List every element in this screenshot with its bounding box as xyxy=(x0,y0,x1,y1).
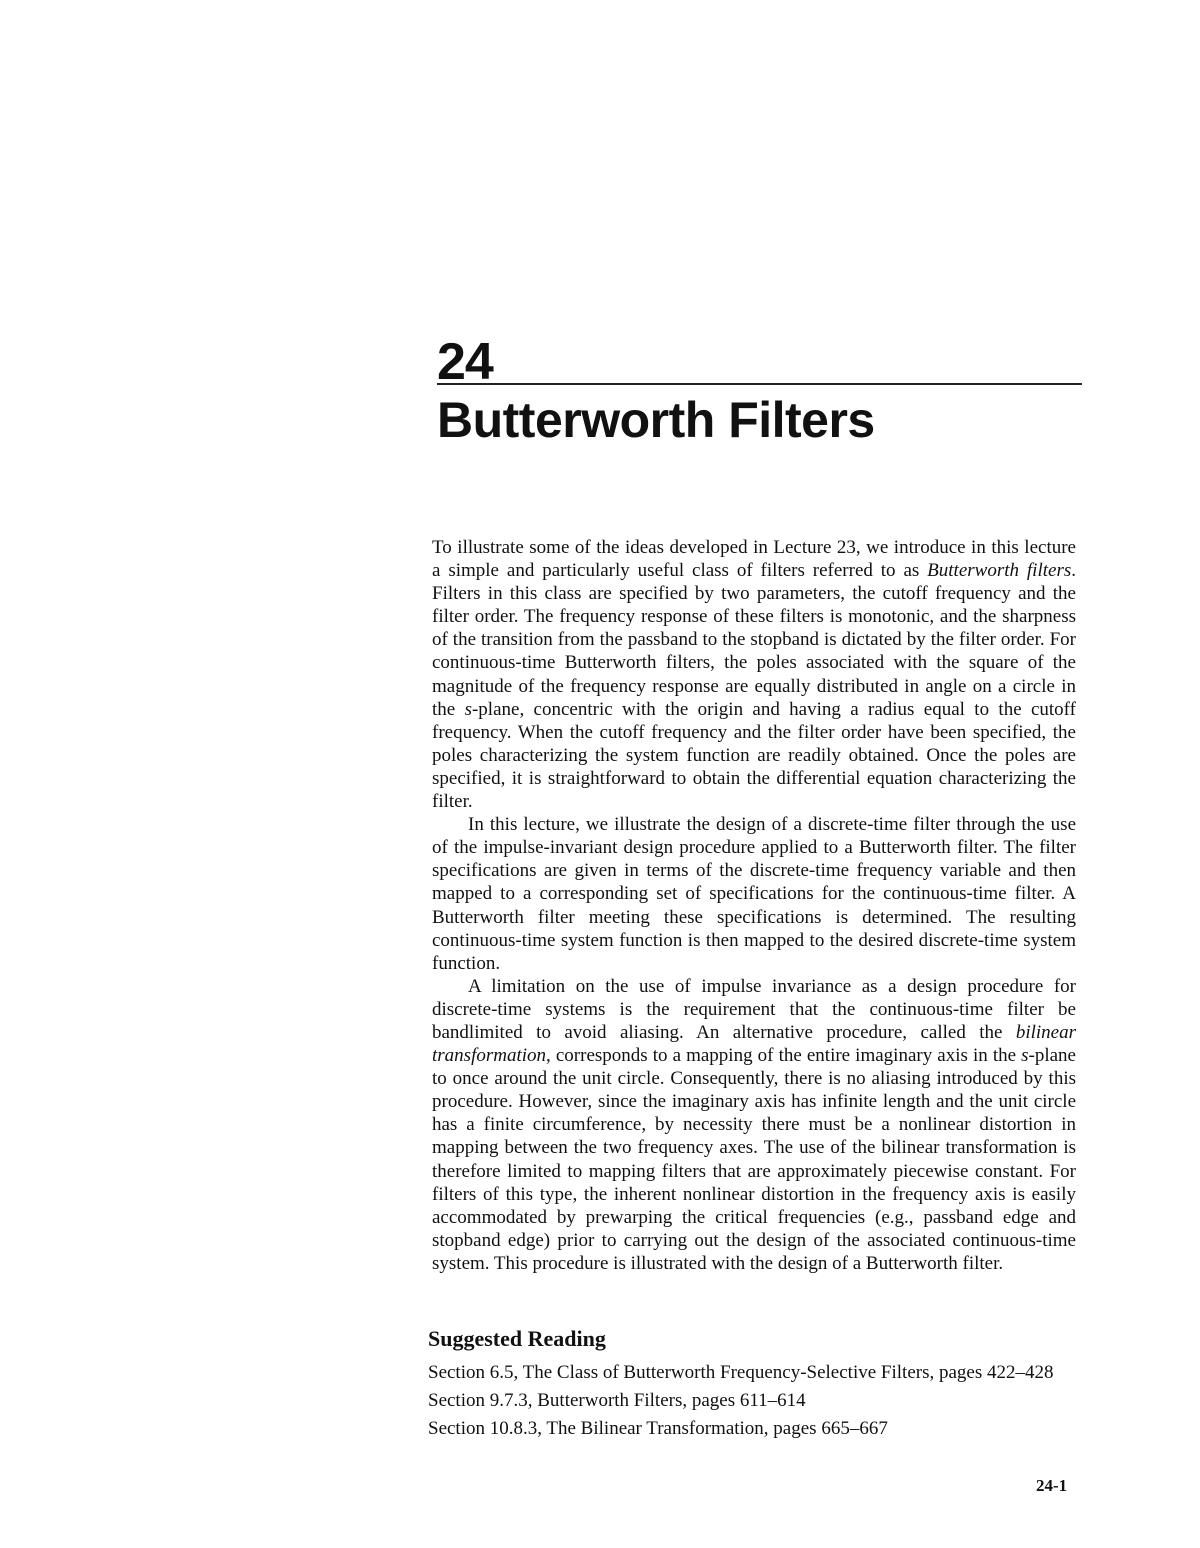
suggested-reading-heading: Suggested Reading xyxy=(428,1326,606,1351)
p3-text-a: A limitation on the use of impulse invariance as a design procedure for discrete-time systems is the requirement that the continuous-time filter be bandlimited to avoid aliasing. An alternative procedure, called the xyxy=(432,975,1076,1043)
body-paragraph-3 xyxy=(432,975,1076,1275)
p1-s-variable: s xyxy=(464,698,472,720)
p1-text-a: To illustrate some of the ideas developed in Lecture 23, we introduce in this lecture a simple and particularly useful class of filters referred to as xyxy=(432,537,1076,582)
chapter-number: 24 xyxy=(437,333,493,391)
body-paragraph-2: In this lecture, we illustrate the design of a discrete-time filter through the use of the impulse-invariant design procedure applied to a Butterworth filter. The filter specifications are given in terms of the discrete-time frequency variable and then mapped to a corresponding set of specifications for the continuous-time filter. A Butterworth filter meeting these specifications is determined. The resulting continuous-time system function is then mapped to the desired discrete-time system function. xyxy=(432,814,1076,974)
p1-text-c: -plane, concentric with the origin and having a radius equal to the cutoff frequency. When the cutoff frequency and the filter order have been specified, the poles characterizing the system function are readily obtained. Once the poles are specified, it is straightforward to obtain the differential equation characterizing the filter. xyxy=(432,698,1076,813)
reading-item: Section 9.7.3, Butterworth Filters, pages 611–614 xyxy=(428,1390,806,1411)
p3-text-b: , corresponds to a mapping of the entire imaginary axis in the xyxy=(546,1045,1022,1067)
page-number: 24-1 xyxy=(1036,1476,1068,1495)
body-paragraph-1 xyxy=(432,536,1076,813)
reading-item: Section 6.5, The Class of Butterworth Frequency-Selective Filters, pages 422–428 xyxy=(428,1362,1054,1383)
chapter-body xyxy=(432,536,1076,1275)
p1-emphasis-butterworth-filters: Butterworth filters xyxy=(927,560,1072,582)
chapter-heading-rule xyxy=(437,383,1082,385)
p1-text-b: . Filters in this class are specified by two parameters, the cutoff frequency and the filter order. The frequency response of these filters is monotonic, and the sharpness of the transition from the passband to the stopband is dictated by the filter order. For continuous-time Butterworth filters, the poles associated with the square of the magnitude of the frequency response are equally distributed in angle on a circle in the xyxy=(432,560,1076,720)
chapter-title: Butterworth Filters xyxy=(437,392,875,448)
reading-item: Section 10.8.3, The Bilinear Transformation, pages 665–667 xyxy=(428,1418,888,1439)
suggested-reading-list xyxy=(428,1361,1078,1440)
p3-text-c: -plane to once around the unit circle. Consequently, there is no aliasing introduced by this procedure. However, since the imaginary axis has infinite length and the unit circle has a finite circumference, by necessity there must be a nonlinear distortion in mapping between the two frequency axes. The use of the bilinear transformation is therefore limited to mapping filters that are approximately piecewise constant. For filters of this type, the inherent nonlinear distortion in the frequency axis is easily accommodated by prewarping the critical frequencies (e.g., passband edge and stopband edge) prior to carrying out the design of the associated continuous-time system. This procedure is illustrated with the design of a Butterworth filter. xyxy=(432,1045,1076,1274)
p3-s-variable: s xyxy=(1021,1045,1029,1067)
p3-emphasis-bilinear-transformation: bilinear transformation xyxy=(432,1021,1076,1067)
suggested-reading-section xyxy=(428,1325,1078,1445)
